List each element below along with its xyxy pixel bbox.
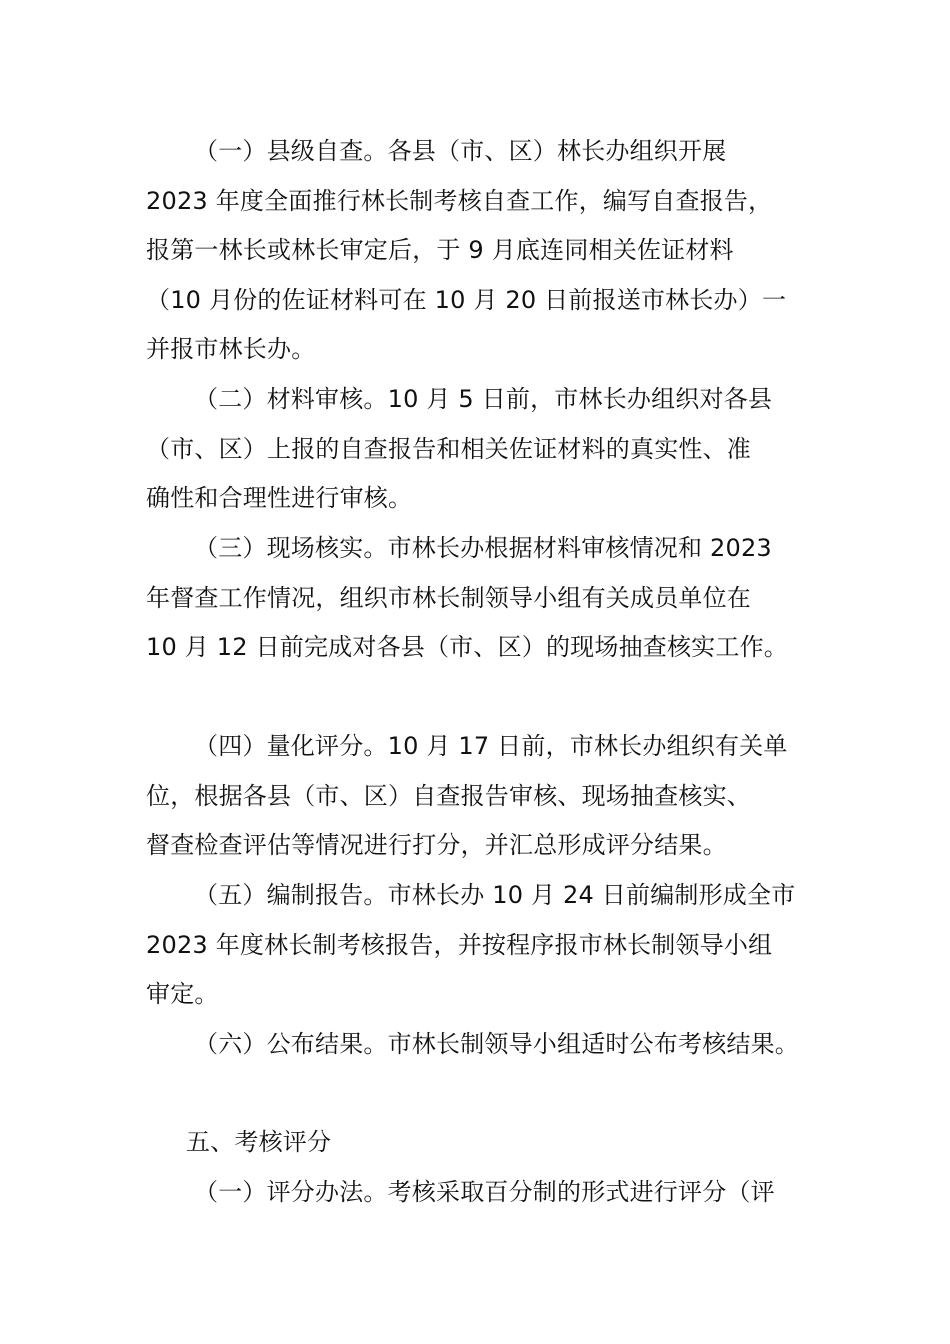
section-heading-assessment-scoring	[186, 1118, 866, 1168]
paragraph-scoring-method	[146, 1168, 826, 1218]
text-line: 10 月 12 日前完成对各县（市、区）的现场抽查核实工作。	[146, 633, 788, 661]
text-line: （一）县级自查。各县（市、区）林长办组织开展	[194, 137, 727, 165]
text-line: （六）公布结果。市林长制领导小组适时公布考核结果。	[194, 1030, 799, 1058]
paragraph-site-verification	[146, 524, 826, 673]
text-line: （10 月份的佐证材料可在 10 月 20 日前报送市林长办）一	[146, 285, 787, 314]
text-line: （二）材料审核。10 月 5 日前，市林长办组织对各县	[194, 385, 773, 413]
heading-text: 五、考核评分	[186, 1128, 332, 1156]
text-line: 审定。	[146, 980, 219, 1008]
text-line: 2023 年度全面推行林长制考核自查工作，编写自查报告，	[146, 186, 773, 215]
text-line: 2023 年度林长制考核报告，并按程序报市林长制领导小组	[146, 930, 773, 959]
paragraph-material-review	[146, 375, 826, 524]
text-line: 报第一林长或林长审定后，于 9 月底连同相关佐证材料	[146, 236, 734, 264]
paragraph-publish-results	[146, 1020, 826, 1070]
text-line: （四）量化评分。10 月 17 日前，市林长办组织有关单	[194, 732, 788, 760]
text-line: 并报市林长办。	[146, 335, 316, 363]
text-line: 确性和合理性进行审核。	[146, 484, 413, 512]
text-line: 年督查工作情况，组织市林长制领导小组有关成员单位在	[146, 583, 751, 612]
text-line: 督查检查评估等情况进行打分，并汇总形成评分结果。	[146, 831, 727, 859]
text-line: 位，根据各县（市、区）自查报告审核、现场抽查核实、	[146, 781, 751, 810]
text-line: （市、区）上报的自查报告和相关佐证材料的真实性、准	[146, 434, 751, 463]
text-line: （一）评分办法。考核采取百分制的形式进行评分（评	[194, 1178, 775, 1206]
paragraph-county-self-check	[146, 127, 826, 375]
paragraph-quantitative-scoring	[146, 722, 826, 871]
text-line: （三）现场核实。市林长办根据材料审核情况和 2023	[194, 534, 772, 562]
text-line: （五）编制报告。市林长办 10 月 24 日前编制形成全市	[194, 881, 796, 909]
paragraph-report-compilation	[146, 871, 826, 1020]
